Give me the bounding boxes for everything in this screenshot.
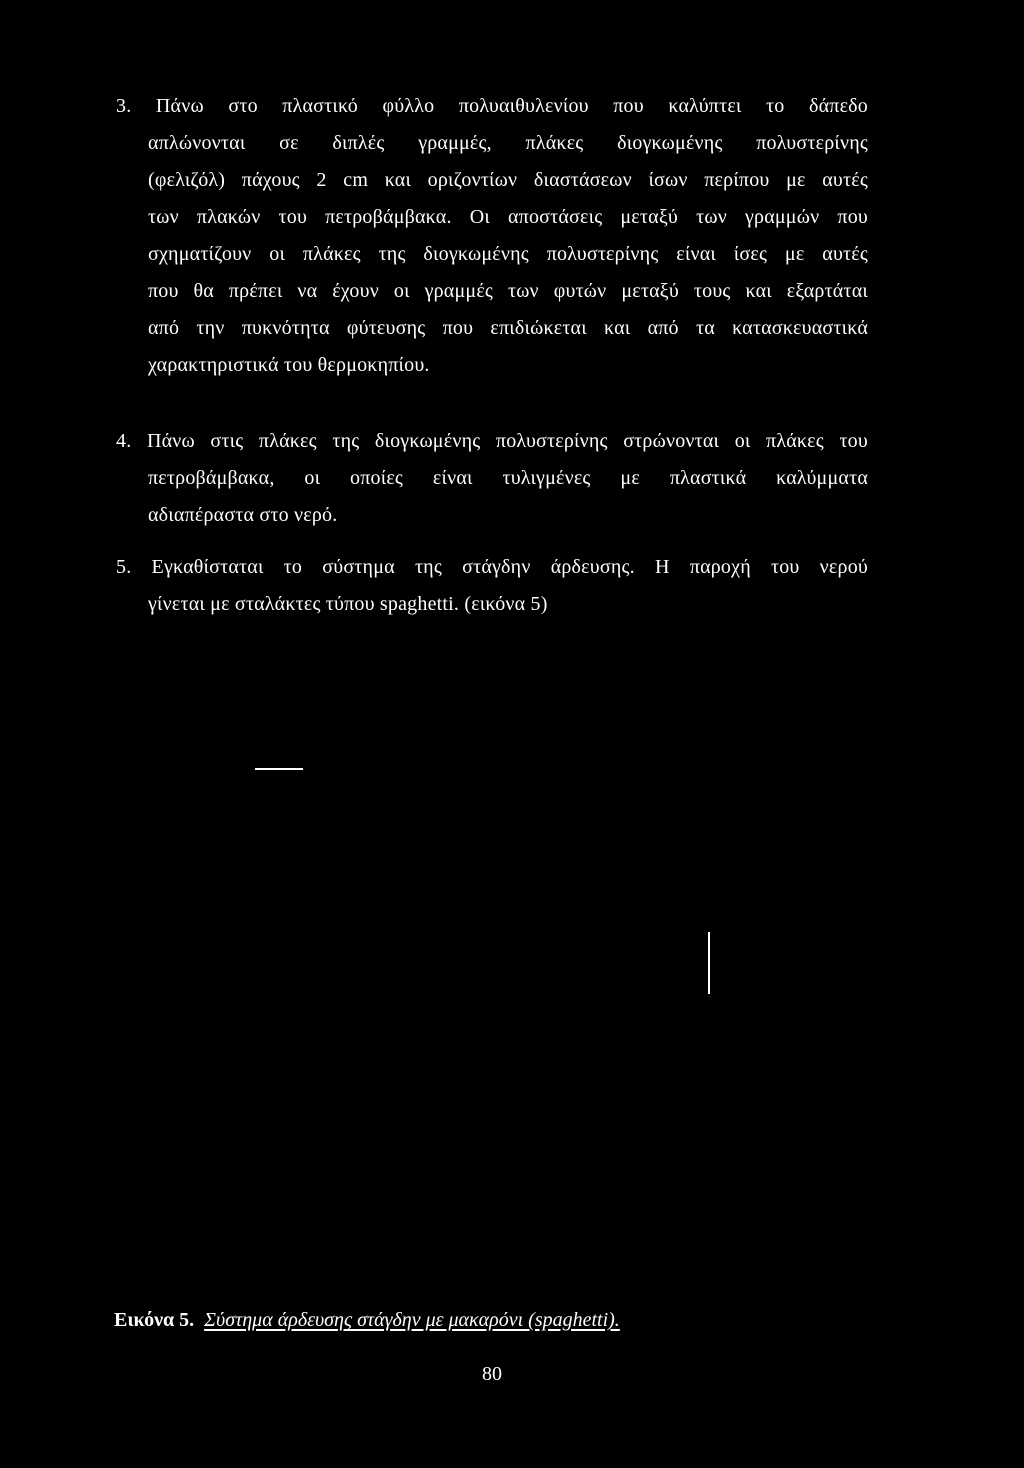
figure-caption (114, 1306, 620, 1334)
text-line: 3. Πάνω στο πλαστικό φύλλο πολυαιθυλενίου που καλύπτει το δάπεδο (116, 95, 868, 117)
text-line: πετροβάμβακα, οι οποίες είναι τυλιγμένες με πλαστικά καλύμματα (148, 467, 868, 489)
figure-label: Εικόνα 5. (114, 1309, 195, 1331)
paragraph-step-5 (116, 549, 868, 623)
text-line: αδιαπέραστα στο νερό. (148, 504, 338, 526)
paragraph-step-4 (116, 423, 868, 534)
text-line: από την πυκνότητα φύτευσης που επιδιώκεται και από τα κατασκευαστικά (148, 317, 868, 339)
paragraph-step-3 (116, 88, 868, 384)
figure-fragment-horizontal-line (255, 768, 303, 770)
text-line: 4. Πάνω στις πλάκες της διογκωμένης πολυστερίνης στρώνονται οι πλάκες του (116, 430, 868, 452)
text-line: 5. Εγκαθίσταται το σύστημα της στάγδην άρδευσης. Η παροχή του νερού (116, 556, 868, 578)
page-number: 80 (482, 1363, 502, 1385)
text-line: χαρακτηριστικά του θερμοκηπίου. (148, 354, 430, 376)
figure-caption-text: Σύστημα άρδευσης στάγδην με μακαρόνι (spaghetti). (204, 1309, 620, 1331)
text-line: γίνεται με σταλάκτες τύπου spaghetti. (εικόνα 5) (148, 593, 548, 615)
text-line: που θα πρέπει να έχουν οι γραμμές των φυτών μεταξύ τους και εξαρτάται (148, 280, 868, 302)
text-line: σχηματίζουν οι πλάκες της διογκωμένης πολυστερίνης είναι ίσες με αυτές (148, 243, 868, 265)
text-line: απλώνονται σε διπλές γραμμές, πλάκες διογκωμένης πολυστερίνης (148, 132, 868, 154)
text-line: (φελιζόλ) πάχους 2 cm και οριζοντίων διαστάσεων ίσων περίπου με αυτές (148, 169, 868, 191)
text-line: των πλακών του πετροβάμβακα. Οι αποστάσεις μεταξύ των γραμμών που (148, 206, 868, 228)
figure-fragment-vertical-line (708, 932, 710, 994)
